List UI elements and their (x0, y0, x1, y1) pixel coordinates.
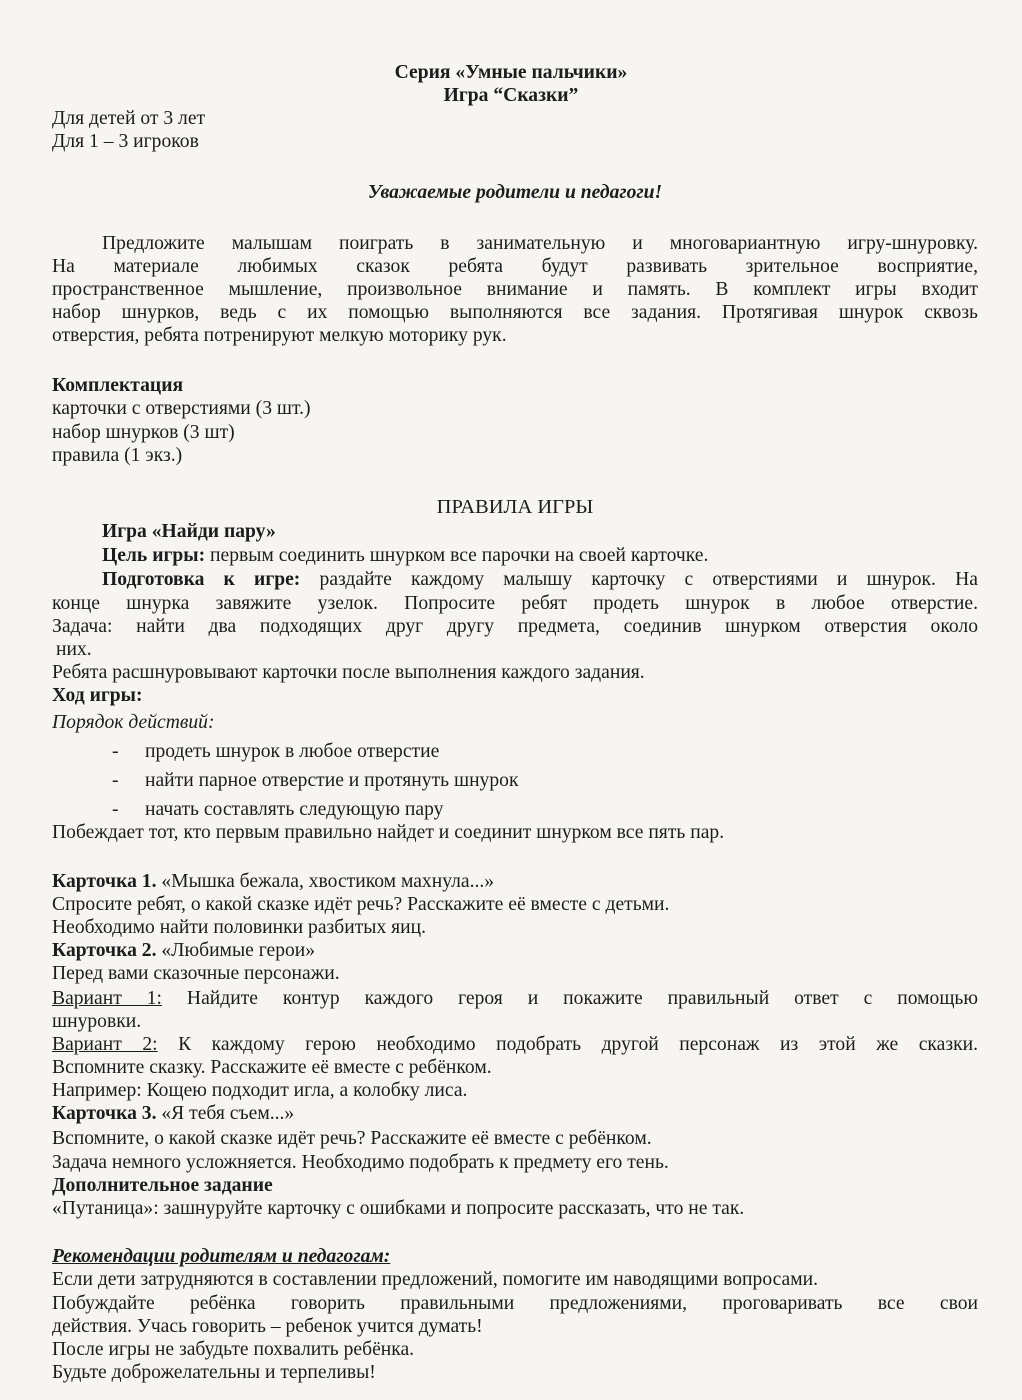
card1-name: «Мышка бежала, хвостиком махнула...» (156, 871, 495, 892)
recommend-line: Будьте доброжелательны и терпеливы! (52, 1362, 376, 1383)
recommend-heading: Рекомендации родителям и педагогам: (52, 1246, 391, 1267)
recommend-line: действия. Учась говорить – ребенок учится думать! (52, 1316, 483, 1337)
variant1-label: Вариант 1: (52, 988, 162, 1009)
card2-line: Например: Кощею подходит игла, а колобку лиса. (52, 1080, 468, 1101)
variant1-cont: шнуровки. (52, 1011, 142, 1032)
step-dash: - (112, 741, 119, 762)
intro-line-3: пространственное мышление, произвольное внимание и память. В комплект игры входит (52, 279, 978, 300)
goal-text: первым соединить шнурком все парочки на своей карточке. (205, 545, 709, 566)
step-dash: - (112, 770, 119, 791)
step-item: найти парное отверстие и протянуть шнурок (145, 770, 519, 791)
prep-line-2: конце шнурка завяжите узелок. Попросите ребят продеть шнурок в любое отверстие. (52, 593, 978, 614)
winner-line: Побеждает тот, кто первым правильно найдет и соединит шнурком все пять пар. (52, 822, 725, 843)
players-line: Для 1 – 3 игроков (52, 131, 199, 152)
card3-title (52, 1102, 294, 1125)
card3-line: Задача немного усложняется. Необходимо подобрать к предмету его тень. (52, 1152, 669, 1173)
card2-line: Перед вами сказочные персонажи. (52, 963, 340, 984)
variant2-text: К каждому герою необходимо подобрать другой персонаж из этой же сказки. (157, 1034, 978, 1055)
card2-label: Карточка 2. (52, 940, 157, 961)
unlace-line: Ребята расшнуровывают карточки после выполнения каждого задания. (52, 662, 645, 683)
extra-heading: Дополнительное задание (52, 1175, 273, 1196)
extra-text: «Путаница»: зашнуруйте карточку с ошибками и попросите рассказать, что не так. (52, 1198, 745, 1219)
intro-line-1: Предложите малышам поиграть в занимательную и многовариантную игру-шнуровку. (102, 233, 978, 254)
kit-heading: Комплектация (52, 375, 184, 396)
card2-title (52, 939, 315, 962)
step-item: начать составлять следующую пару (145, 799, 444, 820)
variant1-line (52, 987, 978, 1010)
card2-name: «Любимые герои» (156, 940, 316, 961)
card1-line: Необходимо найти половинки разбитых яиц. (52, 917, 427, 938)
prep-line-4: них. (56, 639, 92, 660)
kit-item: правила (1 экз.) (52, 445, 183, 466)
order-label: Порядок действий: (52, 712, 215, 733)
find-pair-title: Игра «Найди пару» (102, 521, 276, 542)
kit-item: карточки с отверстиями (3 шт.) (52, 398, 311, 419)
card1-line: Спросите ребят, о какой сказке идёт речь? Расскажите её вместе с детьми. (52, 894, 670, 915)
variant2-line (52, 1033, 978, 1056)
prep-line-1 (102, 568, 978, 591)
goal-label: Цель игры: (102, 545, 206, 566)
card3-label: Карточка 3. (52, 1103, 157, 1124)
card3-name: «Я тебя съем...» (156, 1103, 295, 1124)
card1-title (52, 870, 494, 893)
flow-heading: Ход игры: (52, 685, 143, 706)
goal-line (102, 544, 708, 567)
prep-label: Подготовка к игре: (102, 569, 301, 590)
variant2-label: Вариант 2: (52, 1034, 158, 1055)
card2-line: Вспомните сказку. Расскажите её вместе с ребёнком. (52, 1057, 492, 1078)
age-line: Для детей от 3 лет (52, 108, 206, 129)
kit-item: набор шнурков (3 шт) (52, 422, 235, 443)
step-dash: - (112, 799, 119, 820)
intro-line-4: набор шнурков, ведь с их помощью выполняются все задания. Протягивая шнурок сквозь (52, 302, 978, 323)
rules-heading: ПРАВИЛА ИГРЫ (436, 496, 594, 518)
intro-line-5: отверстия, ребята потренируют мелкую моторику рук. (52, 325, 507, 346)
series-title: Серия «Умные пальчики» (394, 62, 628, 83)
card1-label: Карточка 1. (52, 871, 157, 892)
variant1-text: Найдите контур каждого героя и покажите правильный ответ с помощью (161, 988, 978, 1009)
prep-text: раздайте каждому малышу карточку с отверстиями и шнурок. На (300, 569, 978, 590)
intro-line-2: На материале любимых сказок ребята будут развивать зрительное восприятие, (52, 256, 978, 277)
recommend-line: Побуждайте ребёнка говорить правильными предложениями, проговаривать все свои (52, 1293, 978, 1314)
recommend-line: Если дети затрудняются в составлении предложений, помогите им наводящими вопросами. (52, 1269, 819, 1290)
card3-line: Вспомните, о какой сказке идёт речь? Расскажите её вместе с ребёнком. (52, 1128, 652, 1149)
greeting: Уважаемые родители и педагоги! (367, 182, 663, 203)
step-item: продеть шнурок в любое отверстие (145, 741, 440, 762)
recommend-line: После игры не забудьте похвалить ребёнка. (52, 1339, 415, 1360)
game-title: Игра “Сказки” (443, 85, 579, 106)
prep-line-3: Задача: найти два подходящих друг другу предмета, соединив шнурком отверстия около (52, 616, 978, 637)
